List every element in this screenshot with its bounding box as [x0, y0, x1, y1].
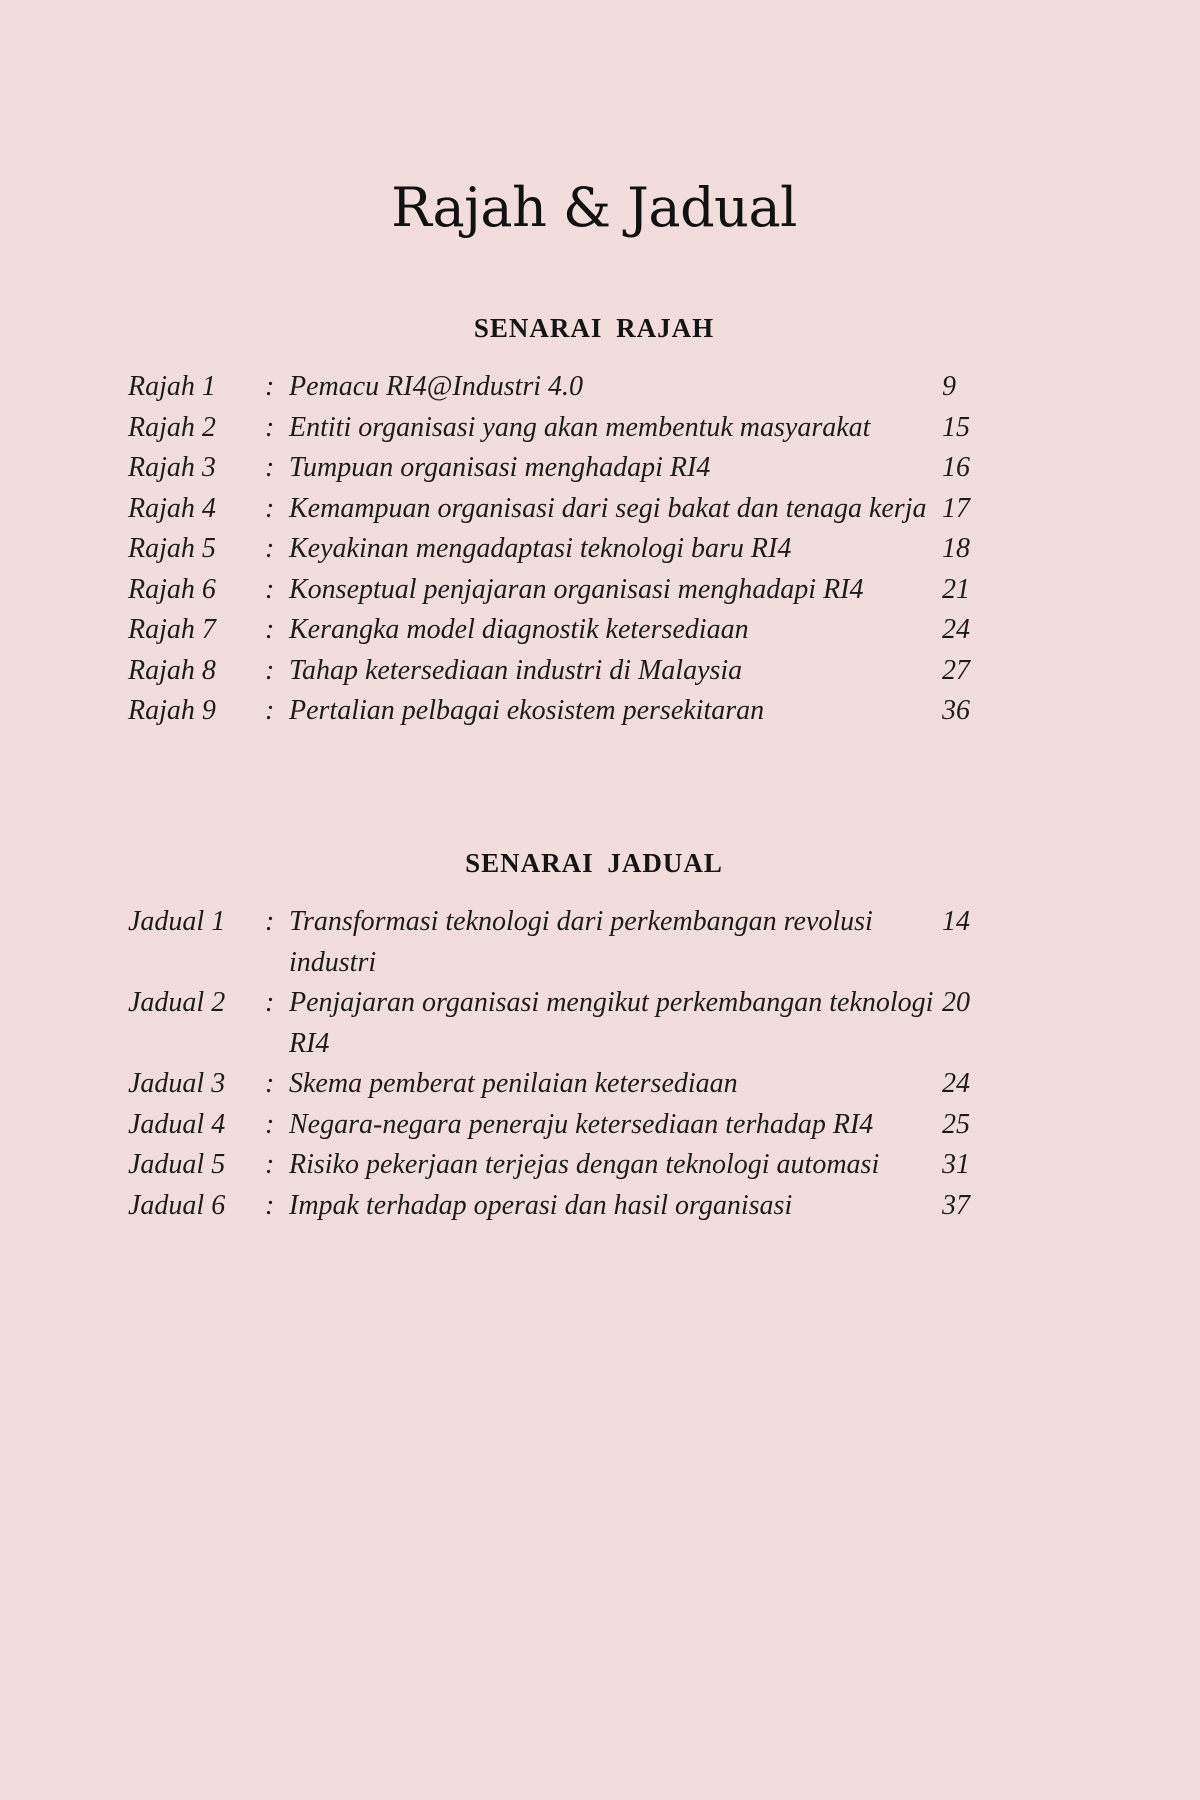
toc-label: Jadual 2 [128, 987, 226, 1018]
toc-title: Skema pemberat penilaian ketersediaan [289, 1068, 738, 1099]
toc-label: Rajah 8 [128, 654, 216, 686]
toc-page-number: 17 [942, 492, 970, 524]
toc-title: Transformasi teknologi dari perkembangan revolusi industri [289, 906, 873, 978]
toc-title: Keyakinan mengadaptasi teknologi baru RI4 [289, 533, 792, 564]
toc-page-number: 14 [942, 906, 970, 937]
toc-title: Impak terhadap operasi dan hasil organisasi [289, 1189, 793, 1221]
toc-row-jadual-2[interactable] [128, 983, 1028, 1064]
toc-row-rajah-7[interactable] [128, 610, 1028, 651]
toc-label: Rajah 4 [128, 492, 216, 524]
toc-title: Kerangka model diagnostik ketersediaan [289, 614, 749, 645]
toc-page-number: 9 [942, 371, 956, 402]
senarai-rajah-heading: SENARAI RAJAH [473, 313, 715, 343]
toc-title: Pemacu RI4@Industri 4.0 [289, 371, 584, 402]
toc-row-rajah-6[interactable] [128, 570, 1028, 611]
toc-row-rajah-1[interactable] [128, 367, 1028, 408]
toc-label: Jadual 1 [128, 906, 226, 937]
toc-separator: : [265, 1189, 275, 1221]
toc-title: Tumpuan organisasi menghadapi RI4 [289, 452, 711, 483]
toc-separator: : [265, 1149, 275, 1180]
toc-separator: : [265, 411, 275, 443]
toc-page-number: 18 [942, 533, 970, 564]
toc-separator: : [265, 1068, 275, 1099]
toc-title: Tahap ketersediaan industri di Malaysia [289, 654, 743, 686]
toc-page-number: 20 [942, 987, 970, 1018]
toc-label: Rajah 5 [128, 533, 216, 564]
toc-separator: : [265, 614, 275, 645]
toc-row-rajah-2[interactable] [128, 408, 1028, 449]
rajah-list [128, 367, 1028, 732]
toc-row-rajah-9[interactable] [128, 691, 1028, 732]
toc-page-number: 31 [942, 1149, 970, 1180]
toc-title: Negara-negara peneraju ketersediaan terhadap RI4 [289, 1108, 874, 1140]
toc-title: Risiko pekerjaan terjejas dengan teknologi automasi [289, 1149, 880, 1180]
toc-page-number: 36 [942, 695, 970, 726]
toc-label: Jadual 6 [128, 1189, 226, 1221]
toc-label: Rajah 6 [128, 573, 216, 605]
toc-page-number: 27 [942, 654, 970, 686]
toc-separator: : [265, 654, 275, 686]
toc-row-jadual-6[interactable] [128, 1186, 1028, 1227]
toc-page-number: 21 [942, 573, 970, 605]
toc-row-jadual-5[interactable] [128, 1145, 1028, 1186]
toc-row-rajah-3[interactable] [128, 448, 1028, 489]
toc-row-rajah-8[interactable] [128, 651, 1028, 692]
toc-title: Pertalian pelbagai ekosistem persekitaran [289, 695, 765, 726]
toc-label: Jadual 4 [128, 1108, 226, 1140]
toc-separator: : [265, 1108, 275, 1140]
toc-label: Rajah 2 [128, 411, 216, 443]
toc-page-number: 37 [942, 1189, 970, 1221]
toc-row-jadual-3[interactable] [128, 1064, 1028, 1105]
jadual-list [128, 902, 1028, 1226]
toc-label: Rajah 3 [128, 452, 216, 483]
toc-page-number: 15 [942, 411, 970, 443]
toc-separator: : [265, 492, 275, 524]
toc-separator: : [265, 371, 275, 402]
toc-separator: : [265, 987, 275, 1018]
toc-separator: : [265, 906, 275, 937]
toc-label: Rajah 7 [128, 614, 216, 645]
toc-label: Rajah 9 [128, 695, 216, 726]
toc-page-number: 25 [942, 1108, 970, 1140]
toc-label: Rajah 1 [128, 371, 216, 402]
toc-page-number: 24 [942, 614, 970, 645]
toc-row-rajah-5[interactable] [128, 529, 1028, 570]
toc-row-rajah-4[interactable] [128, 489, 1028, 530]
senarai-jadual-heading: SENARAI JADUAL [465, 848, 723, 878]
toc-row-jadual-4[interactable] [128, 1105, 1028, 1146]
toc-label: Jadual 3 [128, 1068, 226, 1099]
toc-separator: : [265, 452, 275, 483]
toc-title: Kemampuan organisasi dari segi bakat dan tenaga kerja [289, 492, 927, 524]
toc-row-jadual-1[interactable] [128, 902, 1028, 983]
toc-title: Konseptual penjajaran organisasi menghadapi RI4 [289, 573, 864, 605]
toc-page-number: 16 [942, 452, 970, 483]
toc-separator: : [265, 573, 275, 605]
toc-separator: : [265, 533, 275, 564]
toc-separator: : [265, 695, 275, 726]
toc-label: Jadual 5 [128, 1149, 226, 1180]
toc-title: Entiti organisasi yang akan membentuk masyarakat [289, 411, 871, 443]
toc-title: Penjajaran organisasi mengikut perkembangan teknologi RI4 [289, 987, 934, 1059]
toc-page-number: 24 [942, 1068, 970, 1099]
page-title: Rajah & Jadual [391, 176, 797, 239]
